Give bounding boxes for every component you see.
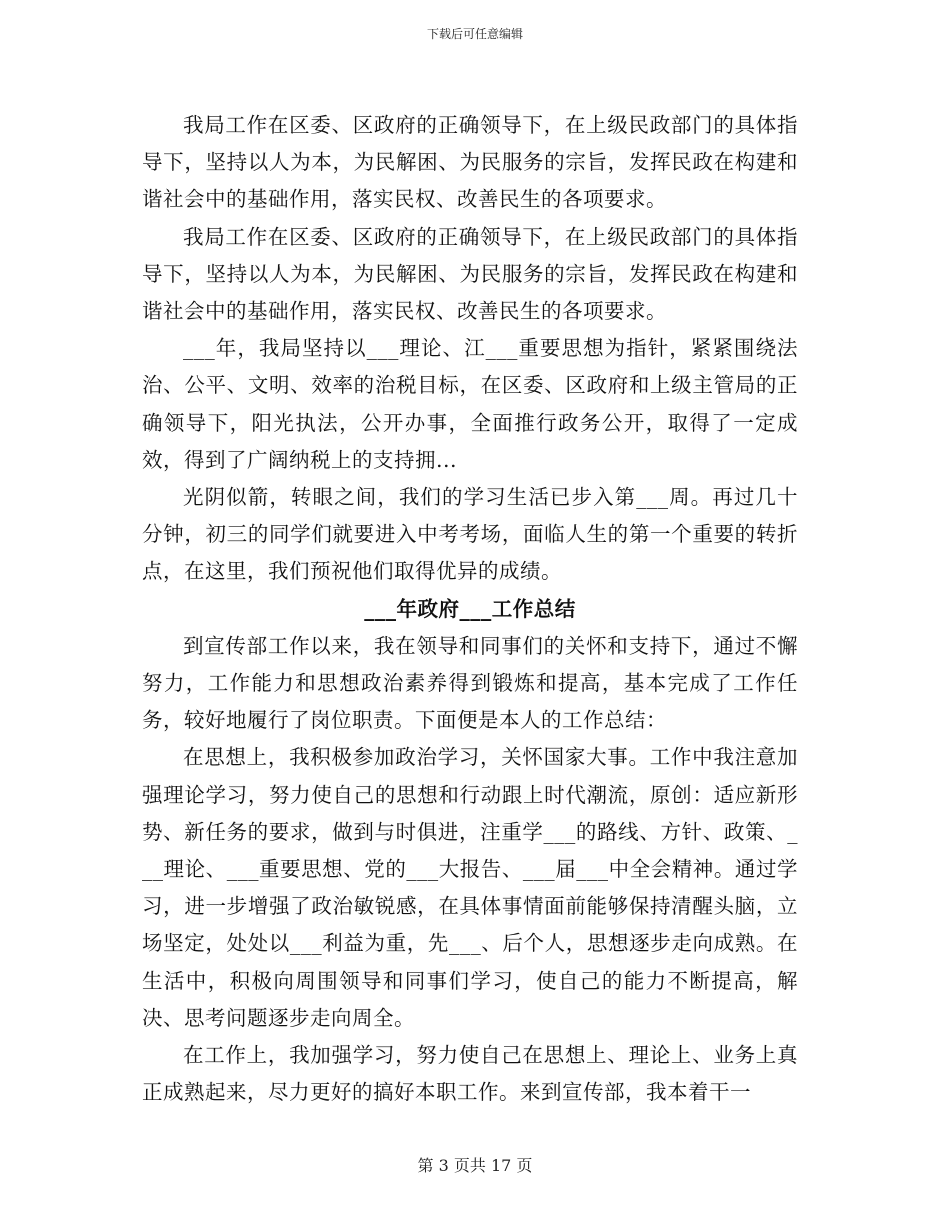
section-heading: ___年政府___工作总结: [364, 596, 576, 621]
paragraph: 在思想上，我积极参加政治学习，关怀国家大事。工作中我注意加强理论学习，努力使自己的思想和行动跟上时代潮流，原创：适应新形势、新任务的要求，做到与时俱进，注重学___的路线、方针、政策、___理论、___重要思想、党的___大报告、___届___中全会精神。通过学习，进一步增强了政治敏锐感，在具体事情面前能够保持清醒头脑，立场坚定，处处以___利益为重，先___、后个人，思想逐步走向成熟。在生活中，积极向周围领导和同事们学习，使自己的能力不断提高，解决、思考问题逐步走向周全。: [142, 745, 798, 1030]
page-number: 第 3 页共 17 页: [417, 1156, 533, 1175]
page-header: 下载后可任意编辑: [426, 27, 523, 41]
document-body: [142, 107, 798, 1111]
paragraph: 光阴似箭，转眼之间，我们的学习生活已步入第___周。再过几十分钟，初三的同学们就要进入中考考场，面临人生的第一个重要的转折点，在这里，我们预祝他们取得优异的成绩。: [142, 485, 798, 584]
paragraph: ___年，我局坚持以___理论、江___重要思想为指针，紧紧围绕法治、公平、文明、效率的治税目标，在区委、区政府和上级主管局的正确领导下，阳光执法，公开办事，全面推行政务公开，取得了一定成效，得到了广阔纳税上的支持拥...: [142, 336, 798, 472]
paragraph: 在工作上，我加强学习，努力使自己在思想上、理论上、业务上真正成熟起来，尽力更好的搞好本职工作。来到宣传部，我本着干一: [142, 1043, 798, 1105]
paragraph: 我局工作在区委、区政府的正确领导下，在上级民政部门的具体指导下，坚持以人为本，为民解困、为民服务的宗旨，发挥民政在构建和谐社会中的基础作用，落实民权、改善民生的各项要求。: [142, 224, 798, 324]
paragraph: 我局工作在区委、区政府的正确领导下，在上级民政部门的具体指导下，坚持以人为本，为民解困、为民服务的宗旨，发挥民政在构建和谐社会中的基础作用，落实民权、改善民生的各项要求。: [142, 113, 798, 212]
paragraph: 到宣传部工作以来，我在领导和同事们的关怀和支持下，通过不懈努力，工作能力和思想政治素养得到锻炼和提高，基本完成了工作任务，较好地履行了岗位职责。下面便是本人的工作总结：: [142, 633, 798, 733]
